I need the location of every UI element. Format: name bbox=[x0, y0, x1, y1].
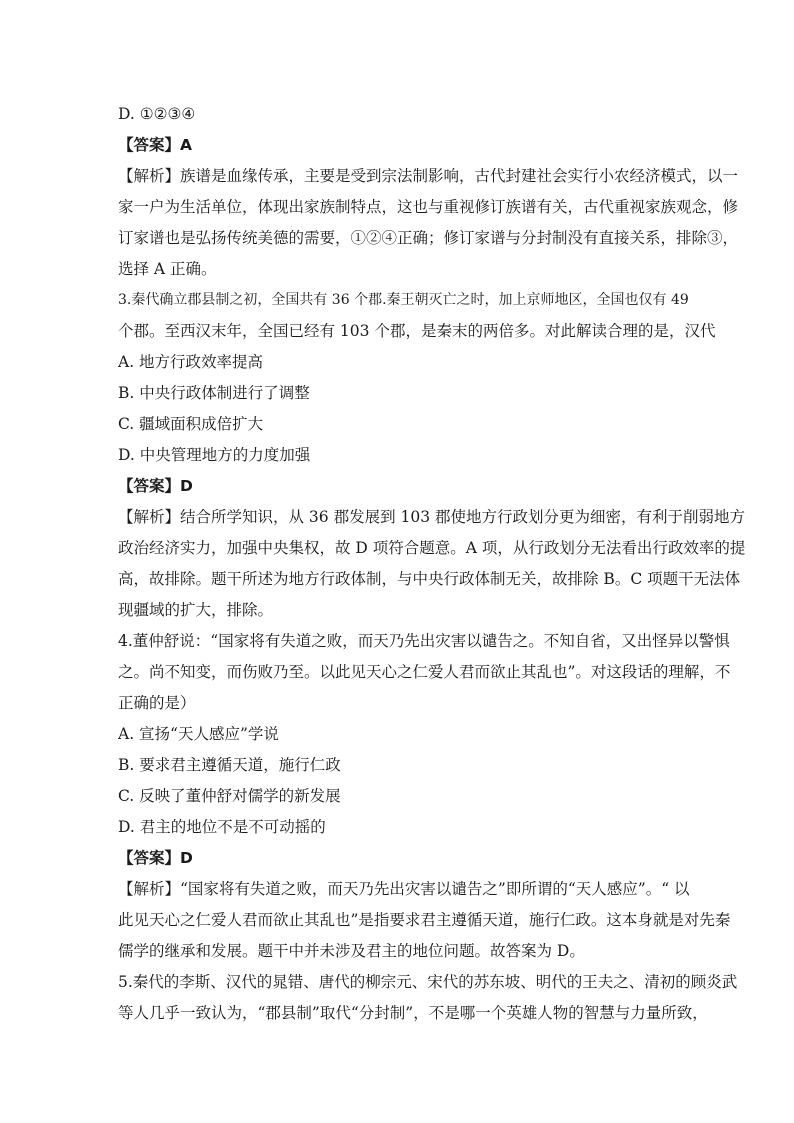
analysis-line: 家一户为生活单位，体现出家族制特点，这也与重视修订族谱有关，古代重视家族观念，修 bbox=[118, 198, 739, 216]
analysis-line: 高，故排除。题干所述为地方行政体制，与中央行政体制无关，故排除 B。C 项题干无法体 bbox=[118, 570, 741, 588]
option-a-line: A. 宣扬“天人感应”学说 bbox=[118, 725, 279, 743]
document-page bbox=[118, 99, 746, 1029]
question-4-line: 之。尚不知变，而伤败乃至。以此见天心之仁爱人君而欲止其乱也”。对这段话的理解，不 bbox=[118, 663, 731, 681]
analysis-line: 儒学的继承和发展。题干中并未涉及君主的地位问题。故答案为 D。 bbox=[118, 942, 585, 960]
option-d-line: D. ①②③④ bbox=[118, 105, 196, 123]
analysis-line: 【解析】族谱是血缘传承，主要是受到宗法制影响，古代封建社会实行小农经济模式，以一 bbox=[118, 167, 739, 185]
analysis-line: 此见天心之仁爱人君而欲止其乱也”是指要求君主遵循天道，施行仁政。这本身就是对先秦 bbox=[118, 911, 731, 929]
analysis-line: 选择 A 正确。 bbox=[118, 260, 217, 278]
question-5-line: 等人几乎一致认为，“郡县制”取代“分封制”，不是哪一个英雄人物的智慧与力量所致， bbox=[118, 1004, 708, 1022]
question-5-line: 5.秦代的李斯、汉代的晁错、唐代的柳宗元、宋代的苏东坡、明代的王夫之、清初的顾炎武 bbox=[118, 973, 738, 991]
analysis-line: 现疆域的扩大，排除。 bbox=[118, 601, 274, 619]
option-a-line: A. 地方行政效率提高 bbox=[118, 353, 264, 371]
answer-line: 【答案】A bbox=[118, 136, 192, 154]
question-4-line: 正确的是） bbox=[118, 694, 196, 712]
question-3-line: 3.秦代确立郡县制之初，全国共有 36 个郡.秦王朝灭亡之时，加上京师地区，全国也仅有 49 bbox=[118, 292, 689, 308]
analysis-line: 【解析】结合所学知识，从 36 郡发展到 103 郡使地方行政划分更为细密，有利于削弱地方 bbox=[118, 508, 746, 526]
analysis-line: 政治经济实力，加强中央集权，故 D 项符合题意。A 项，从行政划分无法看出行政效率的提 bbox=[118, 539, 746, 557]
question-3-line: 个郡。至西汉末年，全国已经有 103 个郡，是秦末的两倍多。对此解读合理的是，汉代 bbox=[118, 322, 716, 340]
analysis-line: 订家谱也是弘扬传统美德的需要，①②④正确；修订家谱与分封制没有直接关系，排除③， bbox=[118, 229, 739, 247]
option-b-line: B. 中央行政体制进行了调整 bbox=[118, 384, 310, 402]
option-d-line: D. 君主的地位不是不可动摇的 bbox=[118, 818, 326, 836]
question-4-line: 4.董仲舒说：“国家将有失道之败，而天乃先出灾害以谴告之。不知自省，又出怪异以警惧 bbox=[118, 632, 730, 650]
option-b-line: B. 要求君主遵循天道，施行仁政 bbox=[118, 756, 341, 774]
option-d-line: D. 中央管理地方的力度加强 bbox=[118, 446, 311, 464]
option-c-line: C. 反映了董仲舒对儒学的新发展 bbox=[118, 787, 341, 805]
option-c-line: C. 疆域面积成倍扩大 bbox=[118, 415, 264, 433]
answer-line: 【答案】D bbox=[118, 849, 193, 867]
analysis-line: 【解析】“国家将有失道之败，而天乃先出灾害以谴告之”即所谓的“天人感应”。“ 以 bbox=[118, 880, 690, 898]
answer-line: 【答案】D bbox=[118, 477, 193, 495]
